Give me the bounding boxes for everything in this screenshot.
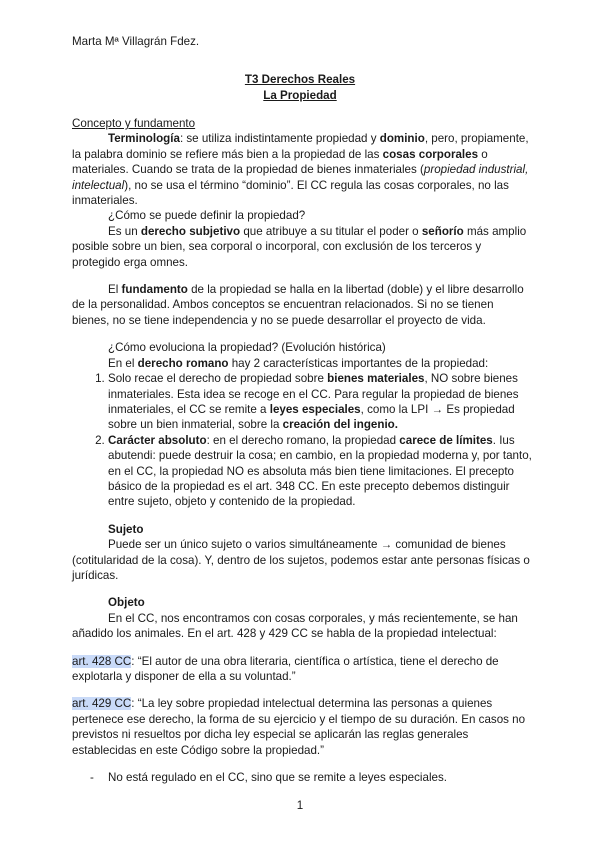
bullet-text: No está regulado en el CC, sino que se remite a leyes especiales. [108, 771, 447, 785]
section-heading-sujeto: Sujeto [108, 522, 144, 536]
numbered-list [72, 371, 532, 510]
article-429: art. 429 CC: “La ley sobre propiedad intelectual determina las personas a quienes pertenece ese derecho, la forma de su ejercicio y el tiempo de su duración. En casos no previstos ni resueltos por dicha ley especial se aplicarán las reglas generales establecidas en este Código sobre la propiedad.” [72, 697, 526, 757]
list-item: 2. Carácter absoluto: en el derecho romano, la propiedad carece de límites. Ius abutendi: puede destruir la cosa; en cambio, en la propiedad moderna y, por tanto, en el CC, la propiedad NO es absoluta más bien tiene limitaciones. El precepto básico de la propiedad es el art. 348 CC. En este precepto debemos distinguir entre sujeto, objeto y contenido de la propiedad. [108, 433, 532, 510]
bullet-item [72, 770, 532, 785]
paragraph-sujeto: Puede ser un único sujeto o varios simultáneamente → comunidad de bienes (cotitularidad de la cosa). Y, dentro de los sujetos, podemos estar ante personas físicas o jurídicas. [72, 538, 530, 582]
bullet-mark: - [90, 771, 94, 785]
page-number: 1 [296, 799, 304, 812]
list-item: 1. Solo recae el derecho de propiedad sobre bienes materiales, NO sobre bienes inmateriales. Esta idea se recoge en el CC. Para regular la propiedad de bienes inmateriales, el CC se remite a leyes especiales, como la LPI → Es propiedad sobre un bien inmaterial, sobre la creación del ingenio. [108, 371, 532, 433]
document-subtitle: La Propiedad [263, 89, 337, 102]
article-428: art. 428 CC: “El autor de una obra literaria, científica o artística, tiene el derecho de explotarla y disponer de ella a su voluntad.” [72, 654, 499, 683]
question-definicion: ¿Cómo se puede definir la propiedad? [108, 209, 306, 223]
document-title: T3 Derechos Reales [244, 73, 356, 86]
article-428-label: art. 428 CC [72, 654, 132, 668]
section-heading-objeto: Objeto [108, 596, 145, 610]
author-name: Marta Mª Villagrán Fdez. [72, 35, 200, 48]
paragraph-definicion: Es un derecho subjetivo que atribuye a su titular el poder o señorío más amplio posible sobre un bien, sea corporal o incorporal, con exclusión de los terceros y protegido erga omnes. [72, 224, 527, 269]
paragraph-terminologia: Terminología: se utiliza indistintamente propiedad y dominio, pero, propiamente, la palabra dominio se refiere más bien a la propiedad de las cosas corporales o materiales. Cuando se trata de la propiedad de bienes inmateriales (propiedad industrial, intelectual), no se usa el término “dominio”. El CC regula las cosas corporales, no las inmateriales. [72, 132, 529, 208]
paragraph-derecho-romano: En el derecho romano hay 2 características importantes de la propiedad: [108, 356, 489, 370]
question-evolucion: ¿Cómo evoluciona la propiedad? (Evolución histórica) [108, 341, 386, 355]
section-heading-concepto: Concepto y fundamento [72, 117, 196, 130]
document-body [72, 116, 532, 785]
paragraph-fundamento: El fundamento de la propiedad se halla en la libertad (doble) y el libre desarrollo de la personalidad. Ambos conceptos se encuentran relacionados. Si no se tienen bienes, no se tiene independencia y no se puede desarrollar el proyecto de vida. [72, 283, 524, 327]
paragraph-objeto: En el CC, nos encontramos con cosas corporales, y más recientemente, se han añadido los animales. En el art. 428 y 429 CC se habla de la propiedad intelectual: [72, 611, 518, 641]
article-429-label: art. 429 CC [72, 697, 132, 711]
